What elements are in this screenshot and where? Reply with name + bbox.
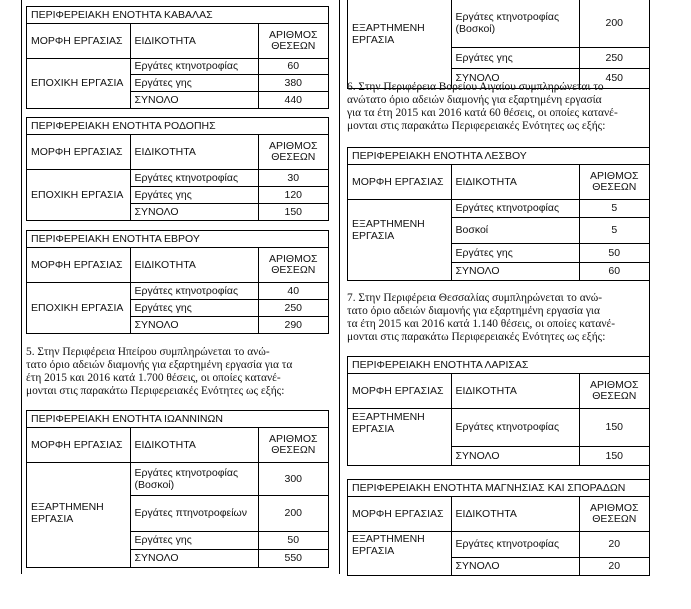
header-positions: ΑΡΙΘΜΟΣ ΘΕΣΕΩΝ [258,428,328,462]
paragraph-6 [347,81,648,133]
table-title: ΠΕΡΙΦΕΡΕΙΑΚΗ ΕΝΟΤΗΤΑ ΚΑΒΑΛΑΣ [27,7,328,24]
form-cell [27,531,130,549]
form-cell: ΕΠΟΧΙΚΗ ΕΡΓΑΣΙΑ [27,74,130,91]
paragraph-line: έτη 2015 και 2016 κατά 1.700 θέσεις, οι οποίες κατανέ- [26,372,281,384]
header-form: ΜΟΡΦΗ ΕΡΓΑΣΙΑΣ [348,374,451,408]
form-cell [27,203,130,220]
count-cell: 550 [258,549,328,567]
specialty-cell: ΣΥΝΟΛΟ [451,68,579,88]
paragraph-line: τατο όριο αδειών διαμονής για εξαρτημένη εργασία για τα [26,359,293,371]
table-title: ΠΕΡΙΦΕΡΕΙΑΚΗ ΕΝΟΤΗΤΑ ΕΒΡΟΥ [27,231,328,248]
header-specialty: ΕΙΔΙΚΟΤΗΤΑ [451,374,579,408]
count-cell: 450 [579,68,649,88]
header-form: ΜΟΡΦΗ ΕΡΓΑΣΙΑΣ [27,135,130,169]
table-title: ΠΕΡΙΦΕΡΕΙΑΚΗ ΕΝΟΤΗΤΑ ΙΩΑΝΝΙΝΩΝ [27,411,328,428]
specialty-cell: Εργάτες γης [130,299,258,316]
count-cell: 150 [579,408,649,446]
form-cell [27,462,130,495]
specialty-cell: Εργάτες πτηνοτροφείων [130,495,258,531]
table-title: ΠΕΡΙΦΕΡΕΙΑΚΗ ΕΝΟΤΗΤΑ ΛΑΡΙΣΑΣ [348,357,649,374]
header-form: ΜΟΡΦΗ ΕΡΓΑΣΙΑΣ [348,165,451,199]
header-positions: ΑΡΙΘΜΟΣ ΘΕΣΕΩΝ [579,497,649,531]
count-cell: 60 [579,262,649,280]
table-title: ΠΕΡΙΦΕΡΕΙΑΚΗ ΕΝΟΤΗΤΑ ΡΟΔΟΠΗΣ [27,118,328,135]
form-cell [348,0,451,47]
paragraph-line: μονται στις παρακάτω Περιφερειακές Ενότητες ως εξής: [347,120,606,132]
specialty-cell: Εργάτες κτηνοτροφίας (Βοσκοί) [130,462,258,495]
specialty-cell: Εργάτες κτηνοτροφίας [130,169,258,186]
specialty-cell: Εργάτες κτηνοτροφίας [130,58,258,74]
paragraph-line: για τα έτη 2015 και 2016 κατά 60 θέσεις, οι οποίες κατανέ- [347,107,618,119]
specialty-cell: Εργάτες κτηνοτροφίας [451,531,579,558]
form-label: ΕΞΑΡΤΗΜΕΝΗ ΕΡΓΑΣΙΑ [352,22,425,46]
count-cell: 20 [579,531,649,558]
paragraph-line: 5. Στην Περιφέρεια Ηπείρου συμπληρώνεται το ανώ- [26,346,270,358]
header-positions: ΑΡΙΘΜΟΣ ΘΕΣΕΩΝ [579,374,649,408]
paragraph-line: ανώτατο όριο αδειών διαμονής για εξαρτημένη εργασία [347,94,602,106]
form-cell [27,91,130,108]
header-form: ΜΟΡΦΗ ΕΡΓΑΣΙΑΣ [348,497,451,531]
count-cell: 380 [258,74,328,91]
specialty-cell: ΣΥΝΟΛΟ [451,446,579,465]
count-cell: 200 [258,495,328,531]
table-lesvos [347,147,650,281]
column-divider-left [21,0,22,574]
specialty-cell: ΣΥΝΟΛΟ [130,549,258,567]
form-cell: ΕΞΑΡΤΗΜΕΝΗ ΕΡΓΑΣΙΑ [348,217,451,243]
form-cell [348,199,451,217]
form-cell [27,316,130,333]
form-cell: ΕΞΑΡΤΗΜΕΝΗ ΕΡΓΑΣΙΑ [348,408,451,446]
header-form: ΜΟΡΦΗ ΕΡΓΑΣΙΑΣ [27,428,130,462]
header-form: ΜΟΡΦΗ ΕΡΓΑΣΙΑΣ [27,24,130,58]
paragraph-line: τα έτη 2015 και 2016 κατά 1.140 θέσεις, οι οποίες κατανέ- [347,318,616,330]
form-cell: ΕΞΑΡΤΗΜΕΝΗ ΕΡΓΑΣΙΑ [27,495,130,531]
specialty-cell: Εργάτες κτηνοτροφίας [130,282,258,299]
count-cell: 250 [579,47,649,68]
count-cell: 150 [258,203,328,220]
table-evros [26,230,329,334]
header-positions: ΑΡΙΘΜΟΣ ΘΕΣΕΩΝ [258,135,328,169]
header-specialty: ΕΙΔΙΚΟΤΗΤΑ [130,248,258,282]
form-cell [348,558,451,575]
form-cell [27,282,130,299]
form-cell [348,262,451,280]
count-cell: 60 [258,58,328,74]
paragraph-5 [26,346,327,398]
form-cell: ΕΠΟΧΙΚΗ ΕΡΓΑΣΙΑ [27,299,130,316]
specialty-cell: ΣΥΝΟΛΟ [130,91,258,108]
header-specialty: ΕΙΔΙΚΟΤΗΤΑ [130,135,258,169]
count-cell: 300 [258,462,328,495]
form-cell: ΕΠΟΧΙΚΗ ΕΡΓΑΣΙΑ [27,186,130,203]
count-cell: 5 [579,217,649,243]
specialty-cell: Εργάτες κτηνοτροφίας [451,199,579,217]
paragraph-line: μονται στις παρακάτω Περιφερειακές Ενότητες ως εξής: [26,385,285,397]
form-cell [348,446,451,465]
table-kavala [26,6,329,109]
form-cell [348,47,451,68]
header-positions: ΑΡΙΘΜΟΣ ΘΕΣΕΩΝ [258,248,328,282]
table-title: ΠΕΡΙΦΕΡΕΙΑΚΗ ΕΝΟΤΗΤΑ ΛΕΣΒΟΥ [348,148,649,165]
specialty-cell: Εργάτες γης [130,531,258,549]
table-rodopi [26,117,329,221]
form-cell [27,549,130,567]
paragraph-line: 7. Στην Περιφέρεια Θεσσαλίας συμπληρώνεται το ανώ- [347,292,603,304]
count-cell: 50 [579,243,649,262]
table-title: ΠΕΡΙΦΕΡΕΙΑΚΗ ΕΝΟΤΗΤΑ ΜΑΓΝΗΣΙΑΣ ΚΑΙ ΣΠΟΡΑΔΩΝ [348,480,649,497]
specialty-cell: Εργάτες γης [130,186,258,203]
paragraph-line: 6. Στην Περιφέρεια Βορείου Αιγαίου συμπληρώνεται το [347,81,604,93]
count-cell: 250 [258,299,328,316]
paragraph-line: μονται στις παρακάτω Περιφερειακές Ενότητες ως εξής: [347,331,606,343]
specialty-cell: Εργάτες κτηνοτροφίας (Βοσκοί) [451,0,579,47]
specialty-cell: Εργάτες γης [451,243,579,262]
specialty-cell: ΣΥΝΟΛΟ [130,316,258,333]
count-cell: 20 [579,558,649,575]
paragraph-7 [347,292,648,344]
count-cell: 290 [258,316,328,333]
table-ioannina [26,410,329,568]
paragraph-line: τατο όριο αδειών διαμονής για εξαρτημένη εργασία για [347,305,600,317]
header-specialty: ΕΙΔΙΚΟΤΗΤΑ [130,24,258,58]
column-divider-middle [339,0,340,574]
count-cell: 50 [258,531,328,549]
form-cell [27,169,130,186]
form-cell [27,58,130,74]
header-specialty: ΕΙΔΙΚΟΤΗΤΑ [130,428,258,462]
header-specialty: ΕΙΔΙΚΟΤΗΤΑ [451,497,579,531]
specialty-cell: Εργάτες κτηνοτροφίας [451,408,579,446]
specialty-cell: Βοσκοί [451,217,579,243]
header-form: ΜΟΡΦΗ ΕΡΓΑΣΙΑΣ [27,248,130,282]
count-cell: 150 [579,446,649,465]
specialty-cell: Εργάτες γης [130,74,258,91]
count-cell: 5 [579,199,649,217]
form-cell [348,243,451,262]
header-positions: ΑΡΙΘΜΟΣ ΘΕΣΕΩΝ [579,165,649,199]
header-positions: ΑΡΙΘΜΟΣ ΘΕΣΕΩΝ [258,24,328,58]
count-cell: 120 [258,186,328,203]
header-specialty: ΕΙΔΙΚΟΤΗΤΑ [451,165,579,199]
table-magnisia [347,479,650,576]
form-cell: ΕΞΑΡΤΗΜΕΝΗ ΕΡΓΑΣΙΑ [348,531,451,558]
specialty-cell: ΣΥΝΟΛΟ [130,203,258,220]
count-cell: 440 [258,91,328,108]
table-ioannina-continued [347,0,650,89]
specialty-cell: Εργάτες γης [451,47,579,68]
table-larisa [347,356,650,466]
specialty-cell: ΣΥΝΟΛΟ [451,558,579,575]
count-cell: 40 [258,282,328,299]
count-cell: 200 [579,0,649,47]
specialty-cell: ΣΥΝΟΛΟ [451,262,579,280]
count-cell: 30 [258,169,328,186]
